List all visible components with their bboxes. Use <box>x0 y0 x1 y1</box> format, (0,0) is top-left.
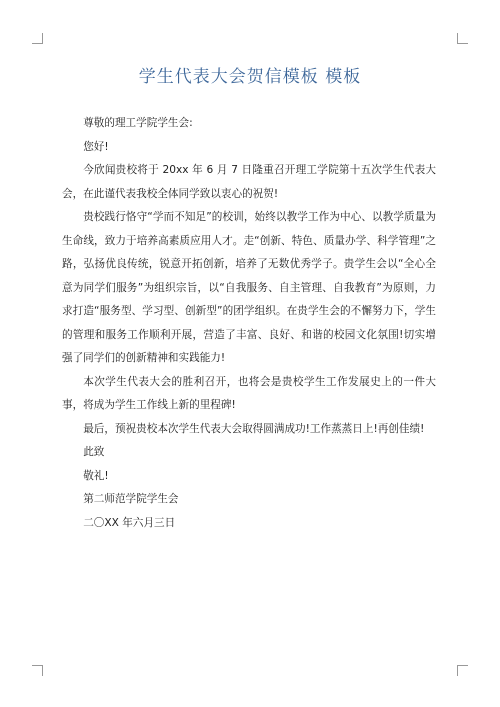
closing-line: 此致 <box>83 446 105 458</box>
body-paragraph: 本次学生代表大会的胜利召开，也将会是贵校学生工作发展史上的一件大事，将成为学生工作线上新的里程碑! <box>62 375 436 411</box>
body-paragraph: 今欣闻贵校将于 20xx 年 6 月 7 日隆重召开理工学院第十五次学生代表大会，在此谨代表我校全体同学致以衷心的祝贺! <box>62 164 436 200</box>
page-corner-mark-bottom-right <box>457 665 468 676</box>
page-corner-mark-top-right <box>457 33 468 44</box>
date: 二〇XX 年六月三日 <box>83 516 176 529</box>
page-corner-mark-top-left <box>32 33 43 44</box>
closing-salute: 敬礼! <box>83 469 109 482</box>
body-paragraph: 贵校践行恪守“学而不知足”的校训，始终以教学工作为中心、以教学质量为生命线，致力于培养高素质应用人才。走“创新、特色、质量办学、科学管理”之路，弘扬优良传统，锐意开拓创新，培养了无数优秀学子。贵学生会以“全心全意为同学们服务”为组织宗旨，以“自我服务、自主管理、自我教育”为原则，力求打造“服务型、学习型、创新型”的团学组织。在贵学生会的不懈努力下，学生的管理和服务工作顺利开展，营造了丰富、良好、和谐的校园文化氛围!切实增强了同学们的创新精神和实践能力! <box>62 211 436 364</box>
page-corner-mark-bottom-left <box>32 665 43 676</box>
greeting: 您好! <box>83 140 109 153</box>
body-paragraph: 最后，预祝贵校本次学生代表大会取得圆满成功!工作蒸蒸日上!再创佳绩! <box>83 422 425 435</box>
document-title: 学生代表大会贺信模板 模板 <box>138 67 362 87</box>
document-body <box>62 112 436 535</box>
salutation: 尊敬的理工学院学生会: <box>83 117 193 129</box>
signature: 第二师范学院学生会 <box>83 493 179 505</box>
